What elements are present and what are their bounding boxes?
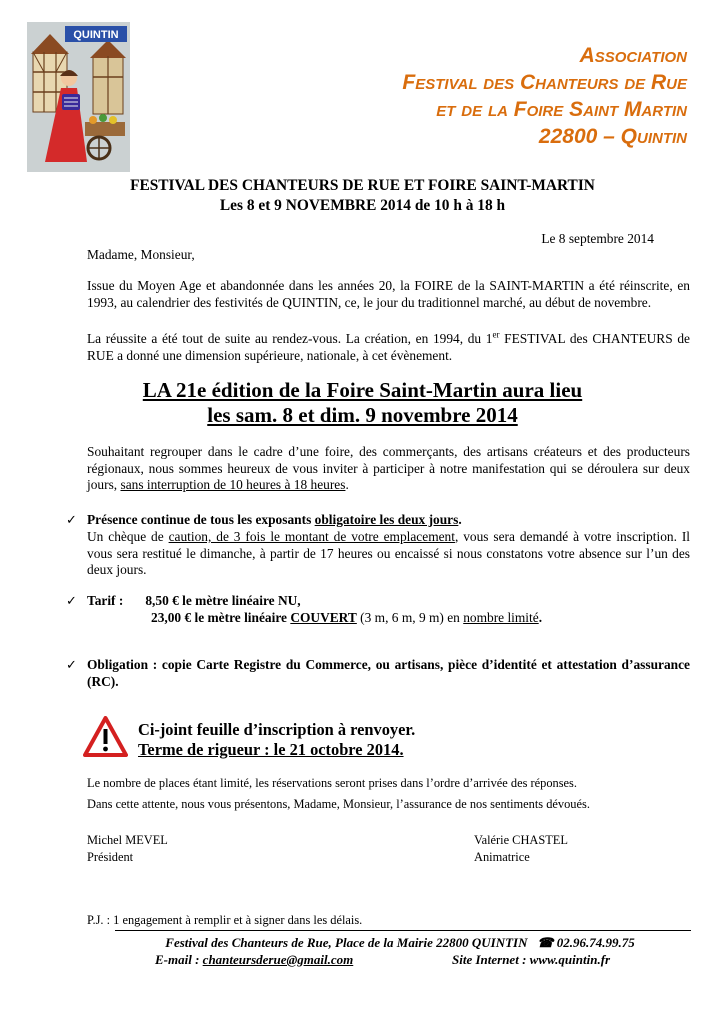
edition-line-1: LA 21e édition de la Foire Saint-Martin aura lieu — [142, 378, 583, 402]
tarif-line-2 — [151, 610, 542, 627]
footer-divider — [115, 930, 691, 931]
invitation-paragraph — [87, 444, 690, 494]
event-title-name: FESTIVAL DES CHANTEURS DE RUE ET FOIRE SAINT-MARTIN — [130, 177, 595, 194]
intro2-after: FESTIVAL des CHANTEURS de RUE a donné une dimension supérieure, nationale, à cet évènement. — [87, 331, 690, 363]
intro2-sup: er — [492, 329, 500, 340]
edition-announcement — [40, 378, 685, 428]
tarif-sizes: (3 m, 6 m, 9 m) en — [356, 610, 464, 625]
tarif-couvert: COUVERT — [290, 610, 357, 625]
tarif-couvert-price: 23,00 € le mètre linéaire — [151, 610, 291, 625]
footer-phone: 02.96.74.99.75 — [556, 935, 635, 950]
phone-icon: ☎ — [537, 935, 554, 950]
presence-title — [87, 512, 462, 529]
registration-notice — [138, 720, 415, 760]
checkmark-icon: ✓ — [66, 512, 77, 527]
intro2-before: La réussite a été tout de suite au rendez-vous. La création, en 1994, du 1 — [87, 331, 493, 346]
signature-animatrice — [474, 832, 568, 865]
footer-website[interactable]: Site Internet : www.quintin.fr — [452, 952, 611, 967]
presence-title-after: . — [458, 512, 462, 527]
association-header — [307, 42, 687, 150]
registration-deadline: Terme de rigueur : le 21 octobre 2014. — [138, 740, 404, 759]
invite-after: . — [345, 477, 349, 493]
checkmark-icon: ✓ — [66, 593, 77, 608]
footer-address-line — [100, 934, 700, 951]
event-title — [40, 176, 685, 216]
presence-body-before: Un chèque de — [87, 529, 169, 544]
edition-line-2: les sam. 8 et dim. 9 novembre 2014 — [207, 403, 518, 427]
presence-title-underlined: obligatoire les deux jours — [314, 512, 459, 527]
places-notice: Le nombre de places étant limité, les réservations seront prises dans l’ordre d’arrivée des réponses. — [87, 776, 577, 790]
presence-body-underlined: caution, de 3 fois le montant de votre emplacement — [168, 529, 455, 544]
salutation: Madame, Monsieur, — [87, 247, 195, 262]
association-line-4: 22800 – Quintin — [538, 125, 687, 148]
signature-name: Michel MEVEL — [87, 833, 168, 847]
tarif-nu: 8,50 € le mètre linéaire NU, — [145, 593, 301, 608]
intro-paragraph-2 — [87, 331, 690, 364]
presence-body-after: , vous sera demandé à votre inscription. Il vous sera restitué le dimanche, à partir de 17 heures ou encaissé si nous constatons votre absence sur l’un des deux jours. — [87, 529, 691, 578]
festival-logo-illustration — [27, 22, 130, 172]
association-line-1: Association — [579, 44, 687, 67]
presence-title-before: Présence continue de tous les exposants — [87, 512, 315, 527]
presence-body — [87, 529, 690, 579]
footer-email-line — [155, 951, 353, 968]
tarif-line-1 — [87, 593, 301, 610]
footer-email-link[interactable]: chanteursderue@gmail.com — [202, 952, 354, 967]
association-line-3: et de la Foire Saint Martin — [436, 98, 687, 121]
obligation-text: Obligation : copie Carte Registre du Commerce, ou artisans, pièce d’identité et attestation d’assurance (RC). — [87, 657, 690, 689]
event-title-dates: Les 8 et 9 NOVEMBRE 2014 de 10 h à 18 h — [219, 197, 506, 214]
signature-role: Président — [87, 849, 134, 864]
invite-hours: sans interruption de 10 heures à 18 heures — [120, 477, 346, 493]
signature-name: Valérie CHASTEL — [474, 833, 568, 847]
tarif-label: Tarif : — [87, 593, 124, 608]
footer-email-label: E-mail : — [155, 952, 203, 967]
attachment-note: P.J. : 1 engagement à remplir et à signer dans les délais. — [87, 913, 363, 927]
checkmark-icon: ✓ — [66, 657, 77, 672]
warning-icon — [83, 716, 128, 758]
tarif-end: . — [538, 610, 543, 625]
registration-notice-line-1: Ci-joint feuille d’inscription à renvoyer. — [138, 720, 416, 739]
footer-address: Festival des Chanteurs de Rue, Place de la Mairie 22800 QUINTIN — [165, 935, 528, 950]
signature-role: Animatrice — [474, 849, 530, 864]
tarif-limit: nombre limité — [463, 610, 539, 625]
signature-president — [87, 832, 168, 865]
invite-before: Souhaitant regrouper dans le cadre d’une foire, des commerçants, des artisans créateurs et des producteurs régionaux, nous sommes heureux de vous inviter à participer à notre manifestation qui se déroulera sur deux jours, — [87, 444, 690, 493]
intro-paragraph-1: Issue du Moyen Age et abandonnée dans les années 20, la FOIRE de la SAINT-MARTIN a été réinscrite, en 1993, au calendrier des festivités de QUINTIN, ce, le jour du traditionnel marché, au début de novembre. — [87, 278, 690, 310]
closing-formula: Dans cette attente, nous vous présentons, Madame, Monsieur, l’assurance de nos sentiments dévoués. — [87, 797, 590, 811]
logo-text: QUINTIN — [73, 29, 119, 41]
letter-date: Le 8 septembre 2014 — [541, 231, 654, 246]
association-line-2: Festival des Chanteurs de Rue — [402, 71, 687, 94]
